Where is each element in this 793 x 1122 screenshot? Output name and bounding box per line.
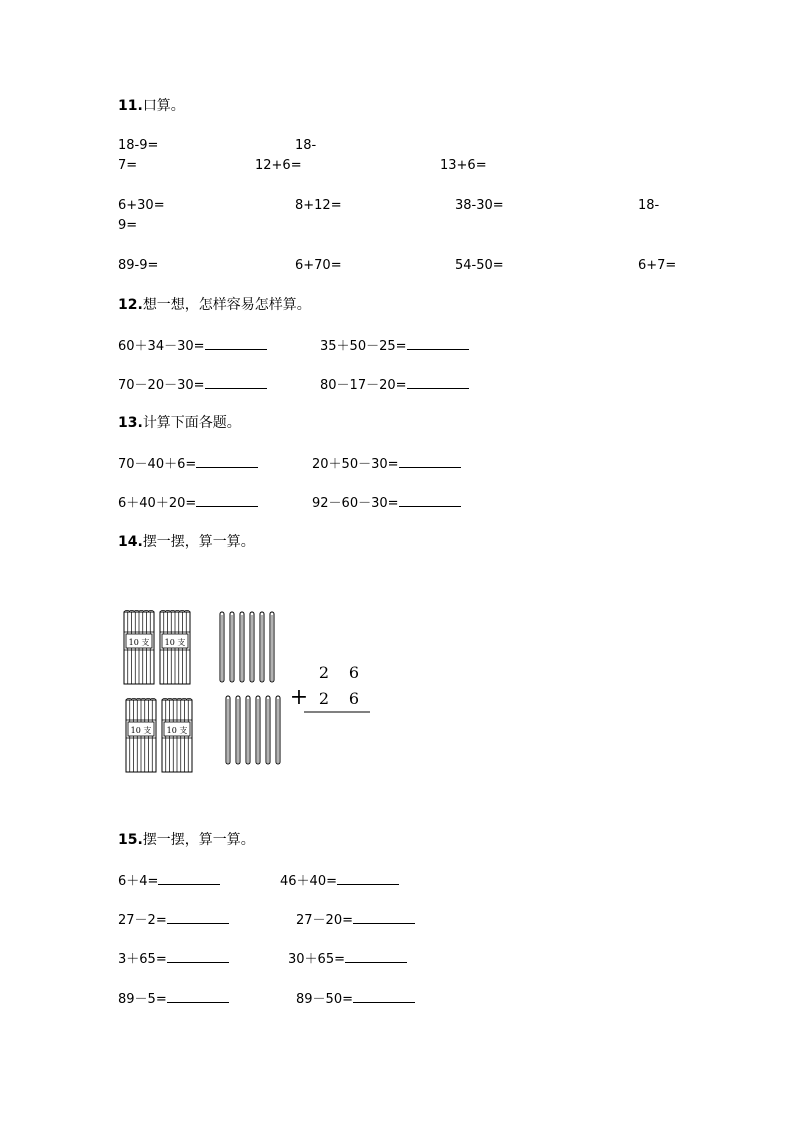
q11-r2-d: 18- xyxy=(638,198,660,213)
answer-blank[interactable] xyxy=(158,872,220,885)
answer-blank[interactable] xyxy=(407,376,469,389)
bottom-tens-digit: 2 xyxy=(318,689,330,708)
answer-blank[interactable] xyxy=(399,494,461,507)
bottom-ones-digit: 6 xyxy=(348,689,360,708)
top-tens-digit: 2 xyxy=(318,663,330,682)
q15-item: 27－20= xyxy=(296,911,415,929)
answer-blank[interactable] xyxy=(167,911,229,924)
q14-title: 14.摆一摆，算一算。 xyxy=(118,534,255,550)
answer-blank[interactable] xyxy=(337,872,399,885)
q15-title: 15.摆一摆，算一算。 xyxy=(118,832,255,848)
bundle-of-ten xyxy=(162,698,192,772)
single-stick xyxy=(240,612,244,682)
q15-item: 89－5= xyxy=(118,990,229,1008)
bundle-label: 10 支 xyxy=(166,726,188,735)
q15-item: 27－2= xyxy=(118,911,229,929)
q12-item: 70－20－30= xyxy=(118,376,267,394)
q11-r3-a: 89-9= xyxy=(118,258,159,273)
q11-r1-d: 13+6= xyxy=(440,158,487,173)
q11-r1-b-wrap: 7= xyxy=(118,158,138,173)
bundle-label: 10 支 xyxy=(130,726,152,735)
answer-blank[interactable] xyxy=(196,455,258,468)
q14-figure xyxy=(118,600,378,778)
q15-item: 89－50= xyxy=(296,990,415,1008)
q13-item: 92－60－30= xyxy=(312,494,461,512)
q13-title: 13.计算下面各题。 xyxy=(118,415,241,431)
single-stick xyxy=(260,612,264,682)
q15-item: 46＋40= xyxy=(280,872,399,890)
bundle-of-ten xyxy=(124,610,154,684)
answer-blank[interactable] xyxy=(167,950,229,963)
q11-r2-b: 8+12= xyxy=(295,198,342,213)
q11-r2-a: 6+30= xyxy=(118,198,165,213)
q11-r1-a: 18-9= xyxy=(118,138,159,153)
single-stick xyxy=(236,696,240,764)
q12-title: 12.想一想，怎样容易怎样算。 xyxy=(118,297,311,313)
vertical-addition xyxy=(290,663,370,712)
single-stick xyxy=(256,696,260,764)
bundle-label: 10 支 xyxy=(128,638,150,647)
single-stick xyxy=(266,696,270,764)
q11-r3-d: 6+7= xyxy=(638,258,677,273)
bundle-of-ten xyxy=(160,610,190,684)
answer-blank[interactable] xyxy=(205,337,267,350)
single-stick xyxy=(270,612,274,682)
single-stick xyxy=(250,612,254,682)
q11-r2-c: 38-30= xyxy=(455,198,504,213)
q11-r3-c: 54-50= xyxy=(455,258,504,273)
q15-item: 30＋65= xyxy=(288,950,407,968)
bundle-label: 10 支 xyxy=(164,638,186,647)
single-stick xyxy=(276,696,280,764)
answer-blank[interactable] xyxy=(407,337,469,350)
q11-r1-b: 18- xyxy=(295,138,317,153)
single-stick xyxy=(226,696,230,764)
q13-item: 6＋40＋20= xyxy=(118,494,258,512)
single-stick xyxy=(246,696,250,764)
answer-blank[interactable] xyxy=(353,911,415,924)
answer-blank[interactable] xyxy=(205,376,267,389)
q11-r3-b: 6+70= xyxy=(295,258,342,273)
q12-item: 60＋34－30= xyxy=(118,337,267,355)
bundle-of-ten xyxy=(126,698,156,772)
q13-item: 70－40＋6= xyxy=(118,455,258,473)
answer-blank[interactable] xyxy=(196,494,258,507)
answer-blank[interactable] xyxy=(345,950,407,963)
q13-item: 20＋50－30= xyxy=(312,455,461,473)
q11-title: 11.口算。 xyxy=(118,98,185,114)
answer-blank[interactable] xyxy=(167,990,229,1003)
answer-blank[interactable] xyxy=(399,455,461,468)
top-ones-digit: 6 xyxy=(348,663,360,682)
single-sticks xyxy=(220,612,280,764)
single-stick xyxy=(220,612,224,682)
q12-item: 80－17－20= xyxy=(320,376,469,394)
answer-blank[interactable] xyxy=(353,990,415,1003)
stick-bundles xyxy=(124,610,192,772)
q15-item: 6＋4= xyxy=(118,872,220,890)
q11-r2-d-wrap: 9= xyxy=(118,218,138,233)
q11-r1-c: 12+6= xyxy=(255,158,302,173)
single-stick xyxy=(230,612,234,682)
q12-item: 35＋50－25= xyxy=(320,337,469,355)
plus-sign: + xyxy=(289,685,309,710)
q15-item: 3＋65= xyxy=(118,950,229,968)
